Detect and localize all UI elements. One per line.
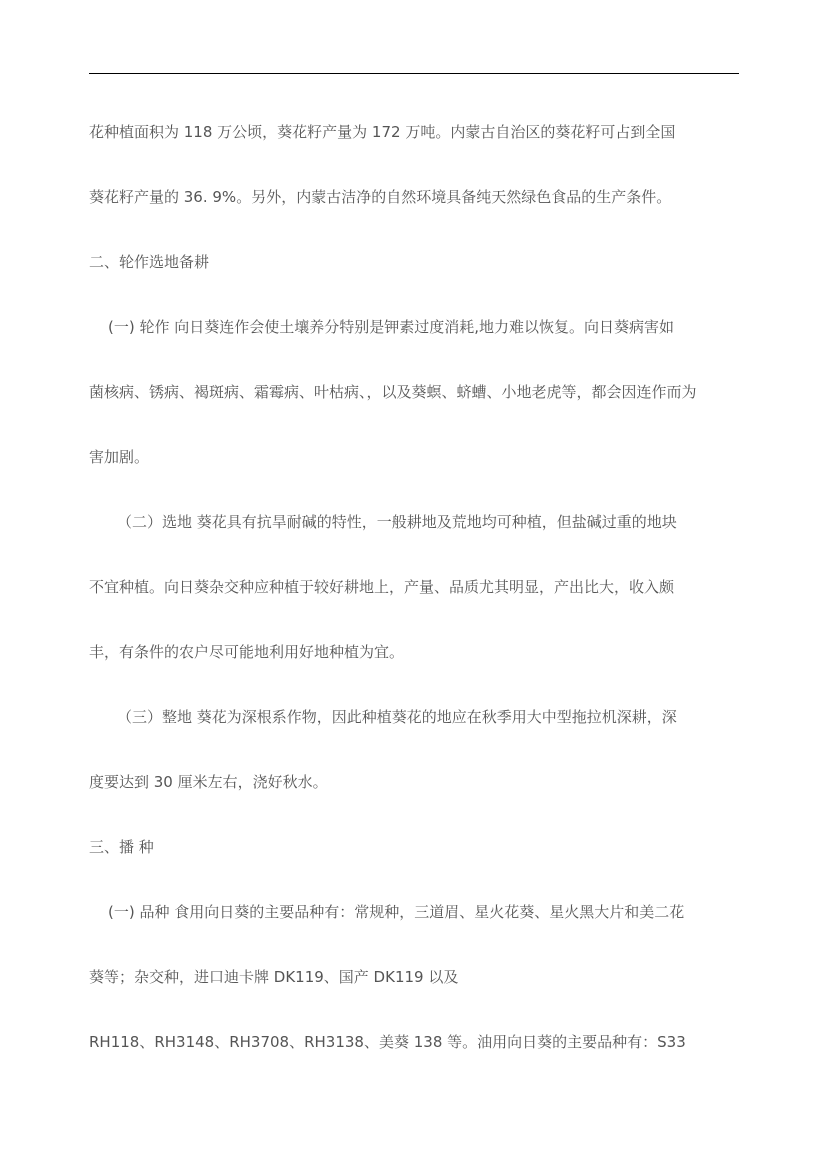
- paragraph-line: 葵等；杂交种，进口迪卡牌 DK119、国产 DK119 以及: [89, 968, 459, 986]
- paragraph-line: 害加剧。: [89, 448, 150, 466]
- paragraph-line: 丰，有条件的农户尽可能地利用好地种植为宜。: [89, 643, 405, 661]
- section-heading: 二、轮作选地备耕: [89, 253, 210, 271]
- paragraph-line: （三）整地 葵花为深根系作物，因此种植葵花的地应在秋季用大中型拖拉机深耕，深: [117, 708, 677, 726]
- paragraph-line: 花种植面积为 118 万公顷，葵花籽产量为 172 万吨。内蒙古自治区的葵花籽可占到全国: [89, 123, 676, 141]
- header-rule: [89, 73, 739, 74]
- paragraph-line: (一) 轮作 向日葵连作会使土壤养分特别是钾素过度消耗,地力难以恢复。向日葵病害如: [108, 318, 675, 336]
- section-heading: 三、播 种: [89, 838, 154, 856]
- paragraph-line: RH118、RH3148、RH3708、RH3138、美葵 138 等。油用向日葵的主要品种有：S33: [89, 1033, 686, 1051]
- paragraph-line: (一) 品种 食用向日葵的主要品种有：常规种，三道眉、星火花葵、星火黑大片和美二花: [108, 903, 685, 921]
- paragraph-line: 菌核病、锈病、褐斑病、霜霉病、叶枯病、，以及葵螟、蛴螬、小地老虎等，都会因连作而为: [89, 383, 697, 401]
- paragraph-line: （二）选地 葵花具有抗旱耐碱的特性，一般耕地及荒地均可种植，但盐碱过重的地块: [117, 513, 677, 531]
- paragraph-line: 度要达到 30 厘米左右，浇好秋水。: [89, 773, 328, 791]
- paragraph-line: 葵花籽产量的 36. 9%。另外，内蒙古洁净的自然环境具备纯天然绿色食品的生产条件。: [89, 188, 672, 206]
- paragraph-line: 不宜种植。向日葵杂交种应种植于较好耕地上，产量、品质尤其明显，产出比大，收入颇: [89, 578, 675, 596]
